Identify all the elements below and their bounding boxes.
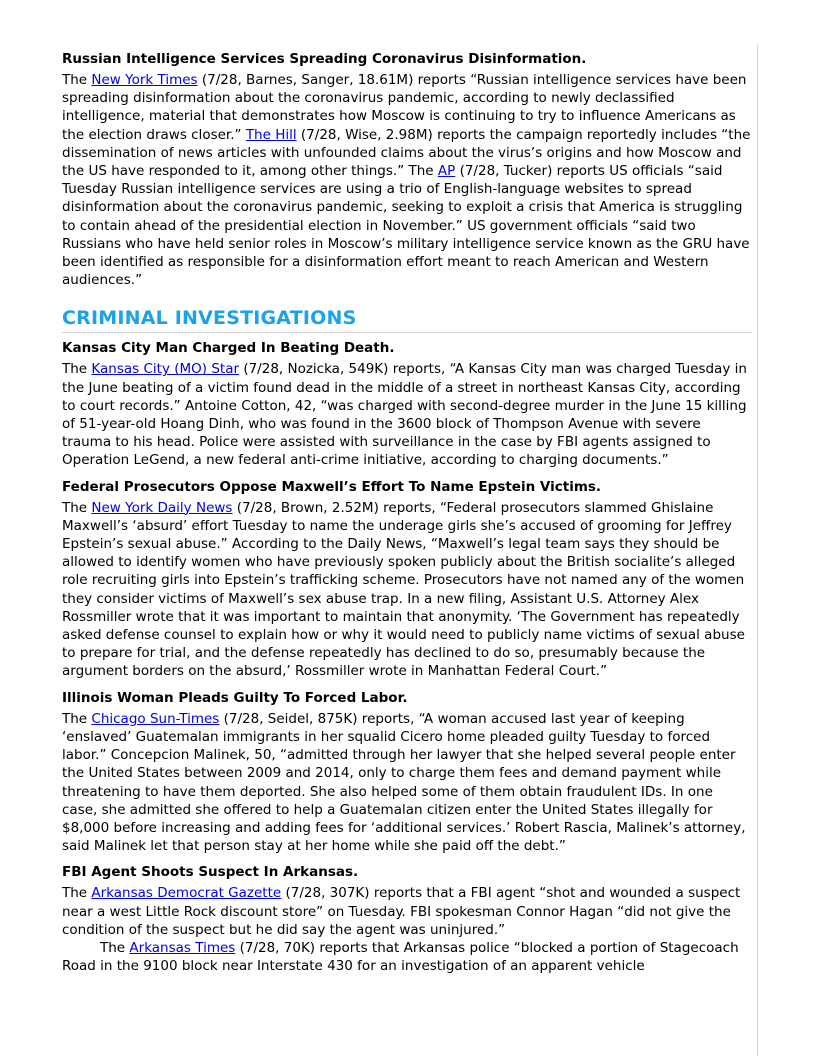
article-body: The Kansas City (MO) Star (7/28, Nozicka, 549K) reports, “A Kansas City man was charged Tuesday in the June beating of a victim found dead in the middle of a street in northeast Kansas City, according to court records.” Antoine Cotton, 42, “was charged with second-degree murder in the June 15 killing of 51-year-old Hoang Dinh, who was found in the 3600 block of Thompson Avenue with severe trauma to his head. Police were assisted with surveillance in the case by FBI agents assigned to Operation LeGend, a new federal anti-crime initiative, according to charging documents.”: [62, 361, 747, 469]
source-link-nyt[interactable]: New York Times: [91, 72, 198, 88]
source-link-kc-star[interactable]: Kansas City (MO) Star: [91, 361, 240, 378]
article-maxwell: [62, 478, 752, 681]
source-link-chicago-sun-times[interactable]: Chicago Sun-Times: [91, 710, 220, 727]
source-link-arkansas-times[interactable]: Arkansas Times: [129, 939, 236, 956]
source-link-arkansas-democrat-gazette[interactable]: Arkansas Democrat Gazette: [91, 885, 282, 902]
document-page: [62, 44, 752, 975]
article-title: Illinois Woman Pleads Guilty To Forced Labor.: [62, 689, 408, 706]
article-russian-disinformation: [62, 50, 752, 289]
article-title: Kansas City Man Charged In Beating Death.: [62, 340, 395, 357]
source-link-ny-daily-news[interactable]: New York Daily News: [91, 499, 233, 516]
article-illinois-forced-labor: [62, 689, 752, 856]
article-body: The New York Daily News (7/28, Brown, 2.52M) reports, “Federal prosecutors slammed Ghislaine Maxwell’s ‘absurd’ effort Tuesday to name the underage girls she’s accused of grooming for Jeffrey Epstein’s sexual abuse.” According to the Daily News, “Maxwell’s legal team says they should be allowed to identify women who have previously spoken publicly about the British socialite’s alleged role recruiting girls into Epstein’s trafficking scheme. Prosecutors have not named any of the women they consider victims of Maxwell’s sex abuse trap. In a new filing, Assistant U.S. Attorney Alex Rossmiller wrote that it was important to maintain that anonymity. ‘The Government has repeatedly asked defense counsel to explain how or why it would need to publicly name victims of sexual abuse to prepare for trial, and the defense repeatedly has declined to do so, presumably because the argument borders on the absurd,’ Rossmiller wrote in Manhattan Federal Court.”: [62, 499, 745, 680]
article-body: The New York Times (7/28, Barnes, Sanger, 18.61M) reports “Russian intelligence services have been spreading disinformation about the coronavirus pandemic, according to newly declassified intelligence, material that demonstrates how Moscow is continuing to try to influence Americans as the election draws closer.” The Hill (7/28, Wise, 2.98M) reports the campaign reportedly includes “the dissemination of news articles with unfounded claims about the virus’s origins and how Moscow and the US have responded to it, among other things.” The AP (7/28, Tucker) reports US officials “said Tuesday Russian intelligence services are using a trio of English-language websites to spread disinformation about the coronavirus pandemic, seeking to exploit a crisis that America is struggling to contain ahead of the presidential election in November.” US government officials “said two Russians who have held senior roles in Moscow’s military intelligence service known as the GRU have been identified as responsible for a disinformation effort meant to reach American and Western audiences.”: [62, 72, 751, 289]
source-link-ap[interactable]: AP: [437, 163, 456, 180]
section-heading: CRIMINAL INVESTIGATIONS: [62, 305, 752, 333]
article-body-continued: The Arkansas Times (7/28, 70K) reports that Arkansas police “blocked a portion of Stagecoach Road in the 9100 block near Interstate 430 for an investigation of an apparent vehicle: [62, 939, 739, 975]
article-body: The Arkansas Democrat Gazette (7/28, 307K) reports that a FBI agent “shot and wounded a suspect near a west Little Rock discount store” on Tuesday. FBI spokesman Connor Hagan “did not give the condition of the suspect but he did say the agent was uninjured.”: [62, 885, 741, 938]
article-fbi-arkansas: [62, 863, 752, 975]
article-title: FBI Agent Shoots Suspect In Arkansas.: [62, 864, 359, 881]
source-link-the-hill[interactable]: The Hill: [245, 126, 297, 143]
page-right-rule: [757, 44, 758, 1056]
article-title: Russian Intelligence Services Spreading Coronavirus Disinformation.: [62, 51, 587, 67]
article-body: The Chicago Sun-Times (7/28, Seidel, 875K) reports, “A woman accused last year of keeping ‘enslaved’ Guatemalan immigrants in her squalid Cicero home pleaded guilty Tuesday to forced labor.” Concepcion Malinek, 50, “admitted through her lawyer that she helped several people enter the United States between 2009 and 2014, only to charge them fees and demand payment while threatening to have them deported. She also helped some of them obtain fraudulent IDs. In one case, she admitted she offered to help a Guatemalan citizen enter the United States illegally for $8,000 before increasing and adding fees for ‘additional services.’ Robert Rascia, Malinek’s attorney, said Malinek let that person stay at her home while she paid off the debt.”: [62, 710, 746, 855]
article-kansas-city: [62, 339, 752, 469]
article-title: Federal Prosecutors Oppose Maxwell’s Effort To Name Epstein Victims.: [62, 478, 602, 495]
